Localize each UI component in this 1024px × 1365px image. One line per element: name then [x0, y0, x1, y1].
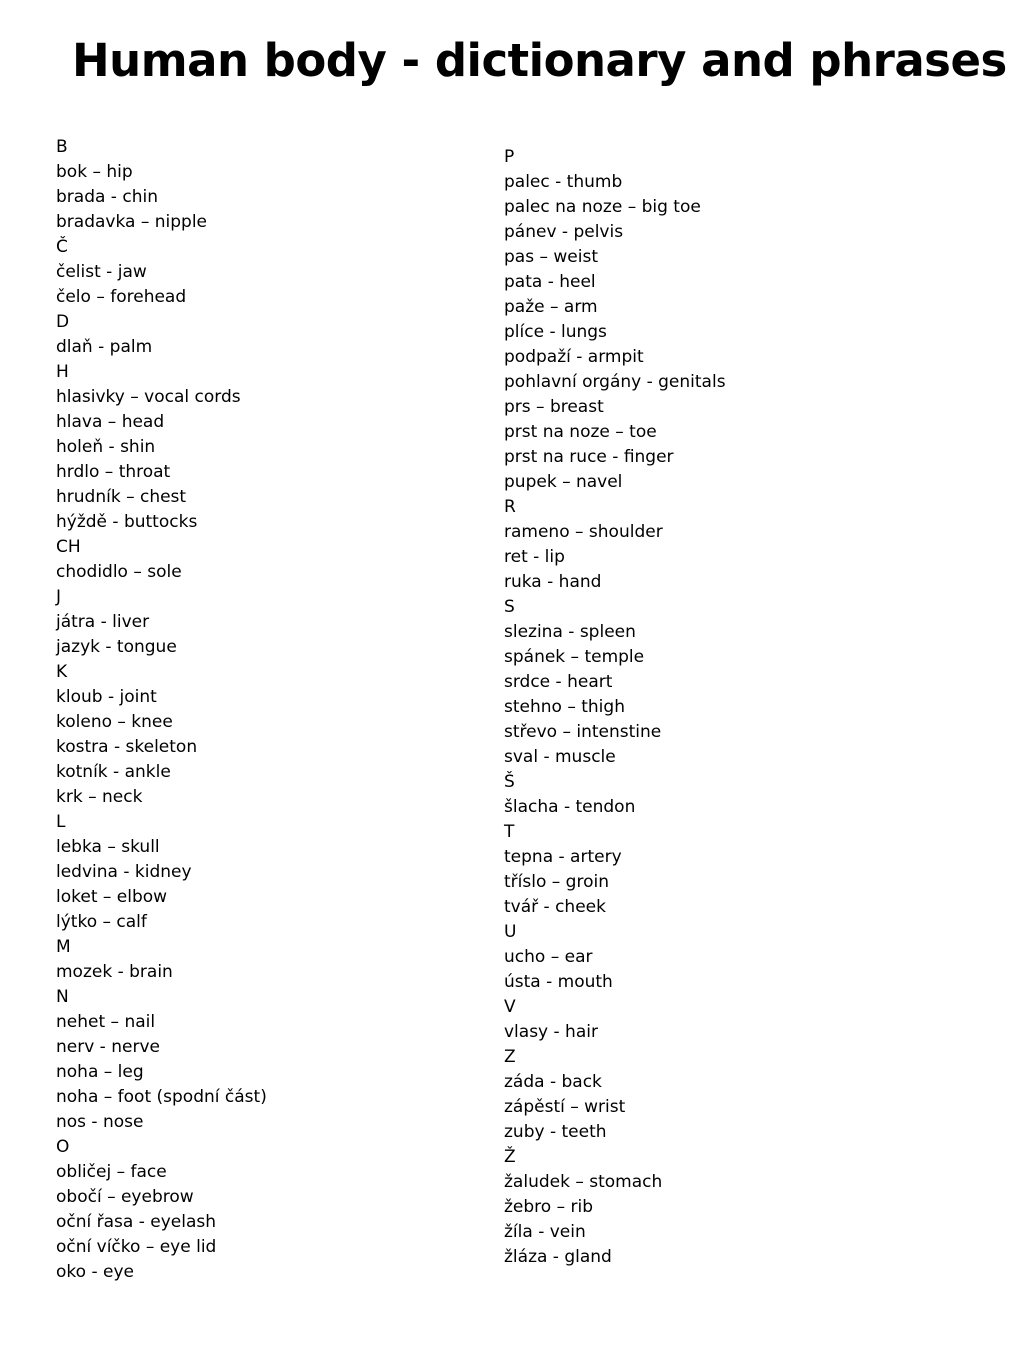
dictionary-entry: vlasy - hair: [504, 1022, 598, 1042]
letter-heading: Č: [56, 237, 68, 257]
letter-heading: H: [56, 362, 69, 382]
dictionary-entry: žíla - vein: [504, 1222, 586, 1242]
letter-heading: Š: [504, 772, 515, 792]
dictionary-entry: paže – arm: [504, 297, 598, 317]
dictionary-entry: dlaň - palm: [56, 337, 153, 357]
dictionary-entry: holeň - shin: [56, 437, 156, 457]
dictionary-entry: hrudník – chest: [56, 487, 187, 507]
dictionary-entry: hlasivky – vocal cords: [56, 387, 241, 407]
dictionary-entry: kloub - joint: [56, 687, 157, 707]
dictionary-entry: nerv - nerve: [56, 1037, 160, 1057]
letter-heading: Ž: [504, 1147, 516, 1167]
dictionary-entry: pánev - pelvis: [504, 222, 624, 242]
dictionary-entry: čelist - jaw: [56, 262, 147, 282]
dictionary-entry: tvář - cheek: [504, 897, 606, 917]
letter-heading: M: [56, 937, 71, 957]
dictionary-entry: koleno – knee: [56, 712, 173, 732]
letter-heading: R: [504, 497, 516, 517]
dictionary-entry: palec - thumb: [504, 172, 623, 192]
letter-heading: P: [504, 147, 515, 167]
dictionary-entry: pohlavní orgány - genitals: [504, 372, 726, 392]
letter-heading: N: [56, 987, 69, 1007]
dictionary-entry: pupek – navel: [504, 472, 623, 492]
dictionary-entry: plíce - lungs: [504, 322, 607, 342]
dictionary-entry: loket – elbow: [56, 887, 168, 907]
dictionary-entry: hlava – head: [56, 412, 165, 432]
dictionary-entry: prst na noze – toe: [504, 422, 657, 442]
dictionary-entry: zápěstí – wrist: [504, 1097, 626, 1117]
dictionary-entry: ledvina - kidney: [56, 862, 192, 882]
letter-heading: O: [56, 1137, 70, 1157]
letter-heading: K: [56, 662, 68, 682]
dictionary-entry: rameno – shoulder: [504, 522, 663, 542]
dictionary-entry: lebka – skull: [56, 837, 160, 857]
dictionary-entry: hýždě - buttocks: [56, 512, 198, 532]
dictionary-entry: oční řasa - eyelash: [56, 1212, 217, 1232]
dictionary-entry: hrdlo – throat: [56, 462, 171, 482]
letter-heading: CH: [56, 537, 81, 557]
letter-heading: V: [504, 997, 516, 1017]
dictionary-entry: brada - chin: [56, 187, 158, 207]
dictionary-entry: játra - liver: [56, 612, 150, 632]
dictionary-entry: střevo – intenstine: [504, 722, 662, 742]
dictionary-entry: ucho – ear: [504, 947, 593, 967]
dictionary-entry: spánek – temple: [504, 647, 645, 667]
dictionary-entry: čelo – forehead: [56, 287, 187, 307]
dictionary-entry: ústa - mouth: [504, 972, 613, 992]
dictionary-entry: bradavka – nipple: [56, 212, 207, 232]
dictionary-entry: šlacha - tendon: [504, 797, 636, 817]
dictionary-column-right: [504, 145, 726, 1270]
dictionary-entry: jazyk - tongue: [56, 637, 177, 657]
dictionary-entry: noha – foot (spodní část): [56, 1087, 267, 1107]
dictionary-entry: chodidlo – sole: [56, 562, 182, 582]
dictionary-entry: mozek - brain: [56, 962, 173, 982]
dictionary-entry: prs – breast: [504, 397, 604, 417]
letter-heading: U: [504, 922, 517, 942]
dictionary-entry: tříslo – groin: [504, 872, 609, 892]
letter-heading: S: [504, 597, 515, 617]
dictionary-entry: kostra - skeleton: [56, 737, 198, 757]
dictionary-column-left: [56, 135, 267, 1285]
dictionary-entry: prst na ruce - finger: [504, 447, 674, 467]
letter-heading: D: [56, 312, 70, 332]
dictionary-entry: zuby - teeth: [504, 1122, 607, 1142]
dictionary-entry: žebro – rib: [504, 1197, 594, 1217]
dictionary-entry: kotník - ankle: [56, 762, 171, 782]
dictionary-entry: pas – weist: [504, 247, 598, 267]
dictionary-entry: slezina - spleen: [504, 622, 636, 642]
dictionary-entry: lýtko – calf: [56, 912, 147, 932]
dictionary-entry: bok – hip: [56, 162, 133, 182]
letter-heading: T: [504, 822, 515, 842]
dictionary-entry: stehno – thigh: [504, 697, 625, 717]
letter-heading: L: [56, 812, 66, 832]
letter-heading: J: [56, 587, 62, 607]
dictionary-entry: ruka - hand: [504, 572, 602, 592]
dictionary-entry: oční víčko – eye lid: [56, 1237, 217, 1257]
dictionary-entry: krk – neck: [56, 787, 143, 807]
dictionary-entry: palec na noze – big toe: [504, 197, 701, 217]
dictionary-entry: nos - nose: [56, 1112, 144, 1132]
page-title: Human body - dictionary and phrases: [72, 34, 1007, 87]
dictionary-entry: žaludek – stomach: [504, 1172, 663, 1192]
dictionary-entry: podpaží - armpit: [504, 347, 644, 367]
dictionary-entry: srdce - heart: [504, 672, 613, 692]
dictionary-entry: žláza - gland: [504, 1247, 612, 1267]
dictionary-entry: pata - heel: [504, 272, 596, 292]
dictionary-entry: nehet – nail: [56, 1012, 156, 1032]
dictionary-entry: obličej – face: [56, 1162, 167, 1182]
dictionary-entry: tepna - artery: [504, 847, 622, 867]
dictionary-entry: ret - lip: [504, 547, 565, 567]
letter-heading: B: [56, 137, 68, 157]
dictionary-entry: noha – leg: [56, 1062, 144, 1082]
dictionary-entry: obočí – eyebrow: [56, 1187, 194, 1207]
dictionary-entry: záda - back: [504, 1072, 602, 1092]
letter-heading: Z: [504, 1047, 516, 1067]
dictionary-entry: sval - muscle: [504, 747, 616, 767]
dictionary-entry: oko - eye: [56, 1262, 134, 1282]
